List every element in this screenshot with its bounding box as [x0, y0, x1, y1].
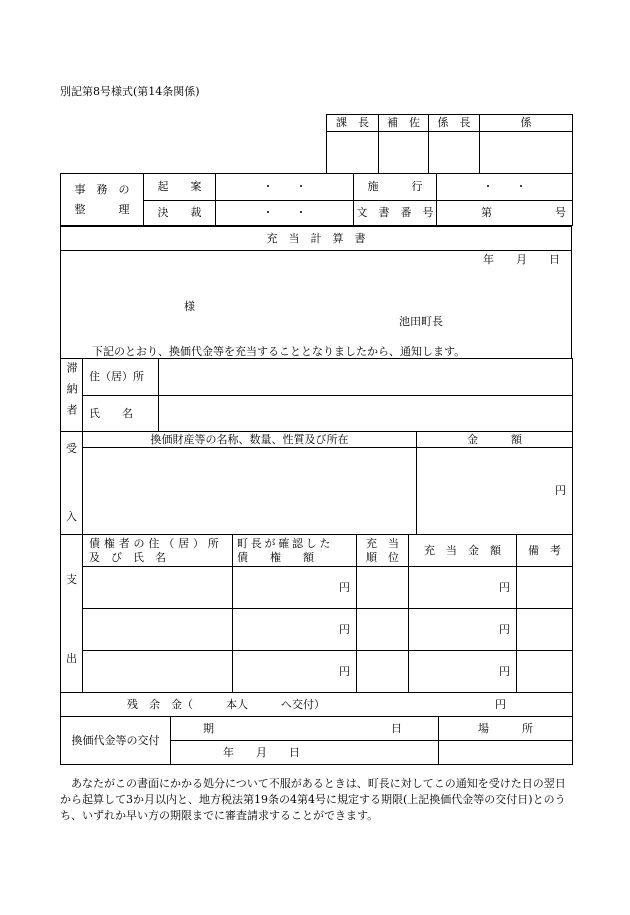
balance-table [60, 692, 573, 717]
approval-stamp-kacho[interactable] [327, 132, 379, 174]
receipt-side-top: 受 [66, 442, 77, 455]
remarks-header: 備 考 [517, 535, 573, 567]
recognized-amount-field[interactable] [233, 651, 357, 693]
amount-header: 金 額 [417, 432, 573, 448]
address-block [60, 250, 572, 359]
recognized-amount-field[interactable] [233, 567, 357, 609]
delivery-day: 日 [391, 721, 402, 735]
delinquent-side-text: 滞納者 [65, 362, 79, 425]
approval-stamp-kakaricho[interactable] [429, 132, 480, 174]
order-field[interactable] [357, 609, 409, 651]
balance-yen: 円 [495, 697, 506, 711]
issuer: 池田町長 [399, 315, 443, 328]
enforced-date[interactable]: ・ ・ [437, 174, 573, 201]
payment-side-label [61, 535, 83, 693]
approval-header-hosa: 補 佐 [379, 115, 429, 132]
delivery-place-field[interactable] [439, 741, 573, 765]
remarks-field[interactable] [517, 651, 573, 693]
intro-text: 下記のとおり、換価代金等を充当することとなりましたから、通知します。 [92, 345, 466, 358]
approval-header-kakari: 係 [480, 115, 573, 132]
payment-side-bottom: 出 [66, 652, 77, 666]
order-field[interactable] [357, 567, 409, 609]
applied-yen: 円 [499, 580, 510, 594]
document-title: 充 当 計 算 書 [266, 232, 366, 245]
creditor-field[interactable] [83, 567, 233, 609]
remarks-field[interactable] [517, 609, 573, 651]
delivery-period-label: 期 [203, 721, 214, 735]
amount-yen: 円 [555, 484, 566, 498]
amount-field[interactable] [417, 448, 573, 535]
property-header: 換価財産等の名称、数量、性質及び所在 [83, 432, 417, 448]
payment-table [60, 534, 573, 693]
doc-no-go: 号 [555, 206, 566, 220]
approval-header-kakaricho: 係 長 [429, 115, 480, 132]
name-field[interactable] [159, 396, 573, 432]
payment-row [61, 567, 573, 609]
creditor-field[interactable] [83, 651, 233, 693]
drafted-label: 起 案 [144, 174, 216, 201]
drafted-date[interactable]: ・ ・ [216, 174, 354, 201]
order-field[interactable] [357, 651, 409, 693]
delinquent-side-label [61, 359, 83, 432]
date-line[interactable]: 年 月 日 [483, 253, 560, 266]
creditor-header [83, 535, 233, 567]
delinquent-table [60, 358, 573, 432]
applied-amount-field[interactable] [409, 609, 517, 651]
delivery-period-field[interactable] [171, 717, 439, 741]
approval-stamp-hosa[interactable] [379, 132, 429, 174]
doc-no-label: 文 書 番 号 [354, 201, 437, 226]
applied-yen: 円 [499, 622, 510, 636]
recognized-amount-field[interactable] [233, 609, 357, 651]
applied-header: 充 当 金 額 [409, 535, 517, 567]
recognized-header-2: 債 権 額 [237, 550, 314, 564]
remarks-field[interactable] [517, 567, 573, 609]
applied-amount-field[interactable] [409, 567, 517, 609]
receipt-side-label [61, 432, 83, 535]
balance-label: 残 余 金（ 本人 へ交付） [127, 697, 325, 711]
delivery-table [60, 716, 573, 765]
creditor-header-2: 及 び 氏 名 [89, 550, 166, 564]
payment-side-top: 支 [66, 573, 77, 586]
decided-date[interactable]: ・ ・ [216, 201, 354, 226]
creditor-header-1: 債権者の住（居）所 [89, 537, 223, 551]
doc-no-field[interactable] [437, 201, 573, 226]
payment-row [61, 651, 573, 693]
applied-yen: 円 [499, 664, 510, 678]
delivery-date-field[interactable] [171, 741, 439, 765]
receipt-side-bottom: 入 [66, 510, 77, 524]
approval-table [326, 114, 573, 174]
balance-row[interactable] [61, 693, 573, 717]
recognized-yen: 円 [339, 580, 350, 594]
name-label: 氏 名 [83, 396, 159, 432]
doc-no-dai: 第 [481, 206, 492, 220]
recognized-header-1: 町長が確認した [237, 537, 334, 551]
delivery-label: 換価代金等の交付 [61, 717, 171, 765]
address-label: 住（居）所 [83, 359, 159, 396]
appeal-notice: あなたがこの書面にかかる処分について不服があるときは、町長に対してこの通知を受けた日の翌日から起算して3か月以内と、地方税法第19条の4第4号に規定する期限(上記換価代金等の交付日)とのうち、いずれか早い方の期限までに審査請求することができます。 [60, 777, 566, 822]
recognized-yen: 円 [339, 664, 350, 678]
processing-label-line2: 整 理 [74, 202, 130, 216]
receipt-table [60, 431, 573, 535]
address-field[interactable] [159, 359, 573, 396]
processing-table [60, 173, 573, 226]
enforced-label: 施 行 [354, 174, 437, 201]
decided-label: 決 裁 [144, 201, 216, 226]
applied-amount-field[interactable] [409, 651, 517, 693]
payment-row [61, 609, 573, 651]
form-title: 別記第8号様式(第14条関係) [60, 85, 200, 98]
delivery-place-label: 場 所 [439, 717, 573, 741]
processing-label-line1: 事 務 の [74, 183, 130, 197]
approval-header-kacho: 課 長 [327, 115, 379, 132]
order-header-1: 充 当 [366, 537, 399, 551]
order-header [357, 535, 409, 567]
processing-label [61, 174, 144, 226]
recognized-yen: 円 [339, 622, 350, 636]
property-field[interactable] [83, 448, 417, 535]
delivery-date-line: 年 月 日 [223, 745, 300, 759]
recognized-header [233, 535, 357, 567]
creditor-field[interactable] [83, 609, 233, 651]
addressee-sama: 様 [184, 300, 195, 313]
approval-stamp-kakari[interactable] [480, 132, 573, 174]
order-header-2: 順 位 [366, 550, 399, 564]
